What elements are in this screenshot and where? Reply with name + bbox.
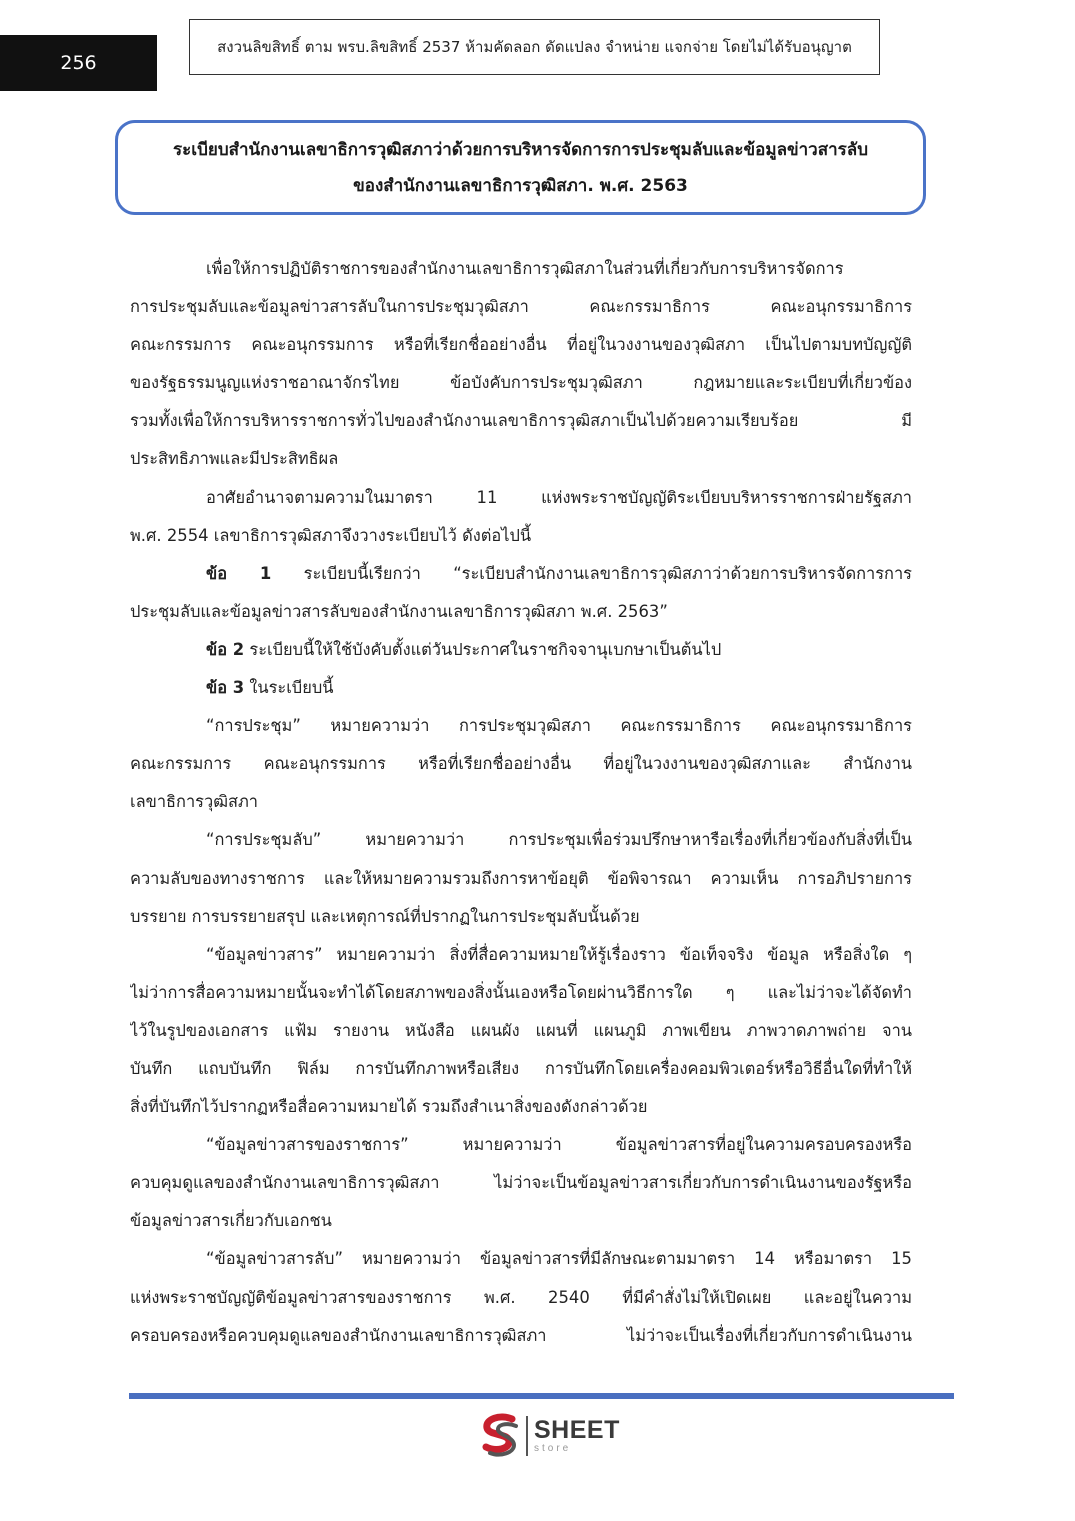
sheet-store-logo <box>478 1411 620 1461</box>
logo-separator <box>526 1416 528 1456</box>
text-line: คณะกรรมการ คณะอนุกรรมการ หรือที่เรียกชื่ออย่างอื่น ที่อยู่ในวงงานของวุฒิสภาและ สำนักงาน <box>130 754 912 774</box>
clause-label: ข้อ 3 <box>206 678 245 698</box>
text-line: ความลับของทางราชการ และให้หมายความรวมถึงการหาข้อยุติ ข้อพิจารณา ความเห็น การอภิปรายการ <box>130 868 912 888</box>
text-line: บรรยาย การบรรยายสรุป และเหตุการณ์ที่ปรากฏในการประชุมลับนั้นด้วย <box>130 906 640 926</box>
clause-line <box>130 669 912 707</box>
text-line: เลขาธิการวุฒิสภา <box>130 792 259 812</box>
text-line: “ข้อมูลข่าวสารลับ” หมายความว่า ข้อมูลข่าวสารที่มีลักษณะตามมาตรา 14 หรือมาตรา 15 <box>206 1249 912 1269</box>
text-line: ประชุมลับและข้อมูลข่าวสารลับของสำนักงานเลขาธิการวุฒิสภา พ.ศ. 2563” <box>130 601 668 621</box>
clause-text: ระเบียบนี้ให้ใช้บังคับตั้งแต่วันประกาศในราชกิจจานุเบกษาเป็นต้นไป <box>249 639 722 659</box>
text-line: “การประชุม” หมายความว่า การประชุมวุฒิสภา คณะกรรมาธิการ คณะอนุกรรมาธิการ <box>206 716 912 736</box>
text-line: พ.ศ. 2554 เลขาธิการวุฒิสภาจึงวางระเบียบไว้ ดังต่อไปนี้ <box>130 525 532 545</box>
text-line: การประชุมลับและข้อมูลข่าวสารลับในการประชุมวุฒิสภา คณะกรรมาธิการ คณะอนุกรรมาธิการ <box>130 297 912 317</box>
text-line: ไม่ว่าการสื่อความหมายนั้นจะทำได้โดยสภาพของสิ่งนั้นเองหรือโดยผ่านวิธีการใด ๆ และไม่ว่าจะได้จัดทำ <box>130 982 912 1002</box>
text-line: “ข้อมูลข่าวสารของราชการ” หมายความว่า ข้อมูลข่าวสารที่อยู่ในความครอบครองหรือ <box>206 1135 912 1155</box>
text-line: ของรัฐธรรมนูญแห่งราชอาณาจักรไทย ข้อบังคับการประชุมวุฒิสภา กฎหมายและระเบียบที่เกี่ยวข้อง <box>130 373 912 393</box>
clause-line <box>130 555 912 593</box>
document-title <box>115 120 926 215</box>
text-line: ข้อมูลข่าวสารเกี่ยวกับเอกชน <box>130 1211 332 1231</box>
text-line: “ข้อมูลข่าวสาร” หมายความว่า สิ่งที่สื่อความหมายให้รู้เรื่องราว ข้อเท็จจริง ข้อมูล หรือสิ่งใด ๆ <box>206 944 912 964</box>
text-line: ประสิทธิภาพและมีประสิทธิผล <box>130 449 339 469</box>
logo-main-text: SHEET <box>534 1416 620 1444</box>
text-line: สิ่งที่บันทึกไว้ปรากฏหรือสื่อความหมายได้ รวมถึงสำเนาสิ่งของดังกล่าวด้วย <box>130 1097 648 1117</box>
copyright-notice: สงวนลิขสิทธิ์ ตาม พรบ.ลิขสิทธิ์ 2537 ห้ามคัดลอก ดัดแปลง จำหน่าย แจกจ่าย โดยไม่ได้รับอนุญาต <box>189 19 880 75</box>
clause-label: ข้อ 2 <box>206 639 245 659</box>
title-line-1: ระเบียบสำนักงานเลขาธิการวุฒิสภาว่าด้วยการบริหารจัดการการประชุมลับและข้อมูลข่าวสารลับ <box>173 139 868 160</box>
title-line-2: ของสำนักงานเลขาธิการวุฒิสภา. พ.ศ. 2563 <box>353 175 688 196</box>
logo-wordmark <box>534 1418 620 1454</box>
sheet-s-icon <box>478 1413 522 1459</box>
footer-divider <box>129 1393 954 1399</box>
clause-text: ระเบียบนี้เรียกว่า “ระเบียบสำนักงานเลขาธิการวุฒิสภาว่าด้วยการบริหารจัดการการ <box>303 563 912 583</box>
page-number: 256 <box>0 35 157 91</box>
text-line: เพื่อให้การปฏิบัติราชการของสำนักงานเลขาธิการวุฒิสภาในส่วนที่เกี่ยวกับการบริหารจัดการ <box>206 259 844 278</box>
text-line: บันทึก แถบบันทึก ฟิล์ม การบันทึกภาพหรือเสียง การบันทึกโดยเครื่องคอมพิวเตอร์หรือวิธีอื่นใดที่ทำให้ <box>130 1058 912 1078</box>
logo-sub-text: store <box>534 1443 572 1454</box>
text-line: คณะกรรมการ คณะอนุกรรมการ หรือที่เรียกชื่ออย่างอื่น ที่อยู่ในวงงานของวุฒิสภา เป็นไปตามบทบัญญัติ <box>130 335 912 355</box>
text-line: ไว้ในรูปของเอกสาร แฟ้ม รายงาน หนังสือ แผนผัง แผนที่ แผนภูมิ ภาพเขียน ภาพวาดภาพถ่าย จาน <box>130 1020 912 1040</box>
text-line: แห่งพระราชบัญญัติข้อมูลข่าวสารของราชการ พ.ศ. 2540 ที่มีคำสั่งไม่ให้เปิดเผย และอยู่ในความ <box>130 1287 912 1307</box>
text-line: ควบคุมดูแลของสำนักงานเลขาธิการวุฒิสภา ไม่ว่าจะเป็นข้อมูลข่าวสารเกี่ยวกับการดำเนินงานของรัฐหรือ <box>130 1173 912 1193</box>
text-line: รวมทั้งเพื่อให้การบริหารราชการทั่วไปของสำนักงานเลขาธิการวุฒิสภาเป็นไปด้วยความเรียบร้อย มี <box>130 411 912 431</box>
text-line: “การประชุมลับ” หมายความว่า การประชุมเพื่อร่วมปรึกษาหารือเรื่องที่เกี่ยวข้องกับสิ่งที่เป็น <box>206 830 912 850</box>
clause-label: ข้อ 1 <box>206 563 272 583</box>
document-body <box>130 250 912 1355</box>
text-line: ครอบครองหรือควบคุมดูแลของสำนักงานเลขาธิการวุฒิสภา ไม่ว่าจะเป็นเรื่องที่เกี่ยวกับการดำเนินงาน <box>130 1325 912 1345</box>
clause-line <box>130 631 912 669</box>
text-line: อาศัยอำนาจตามความในมาตรา 11 แห่งพระราชบัญญัติระเบียบบริหารราชการฝ่ายรัฐสภา <box>206 487 912 507</box>
clause-text: ในระเบียบนี้ <box>249 678 334 698</box>
